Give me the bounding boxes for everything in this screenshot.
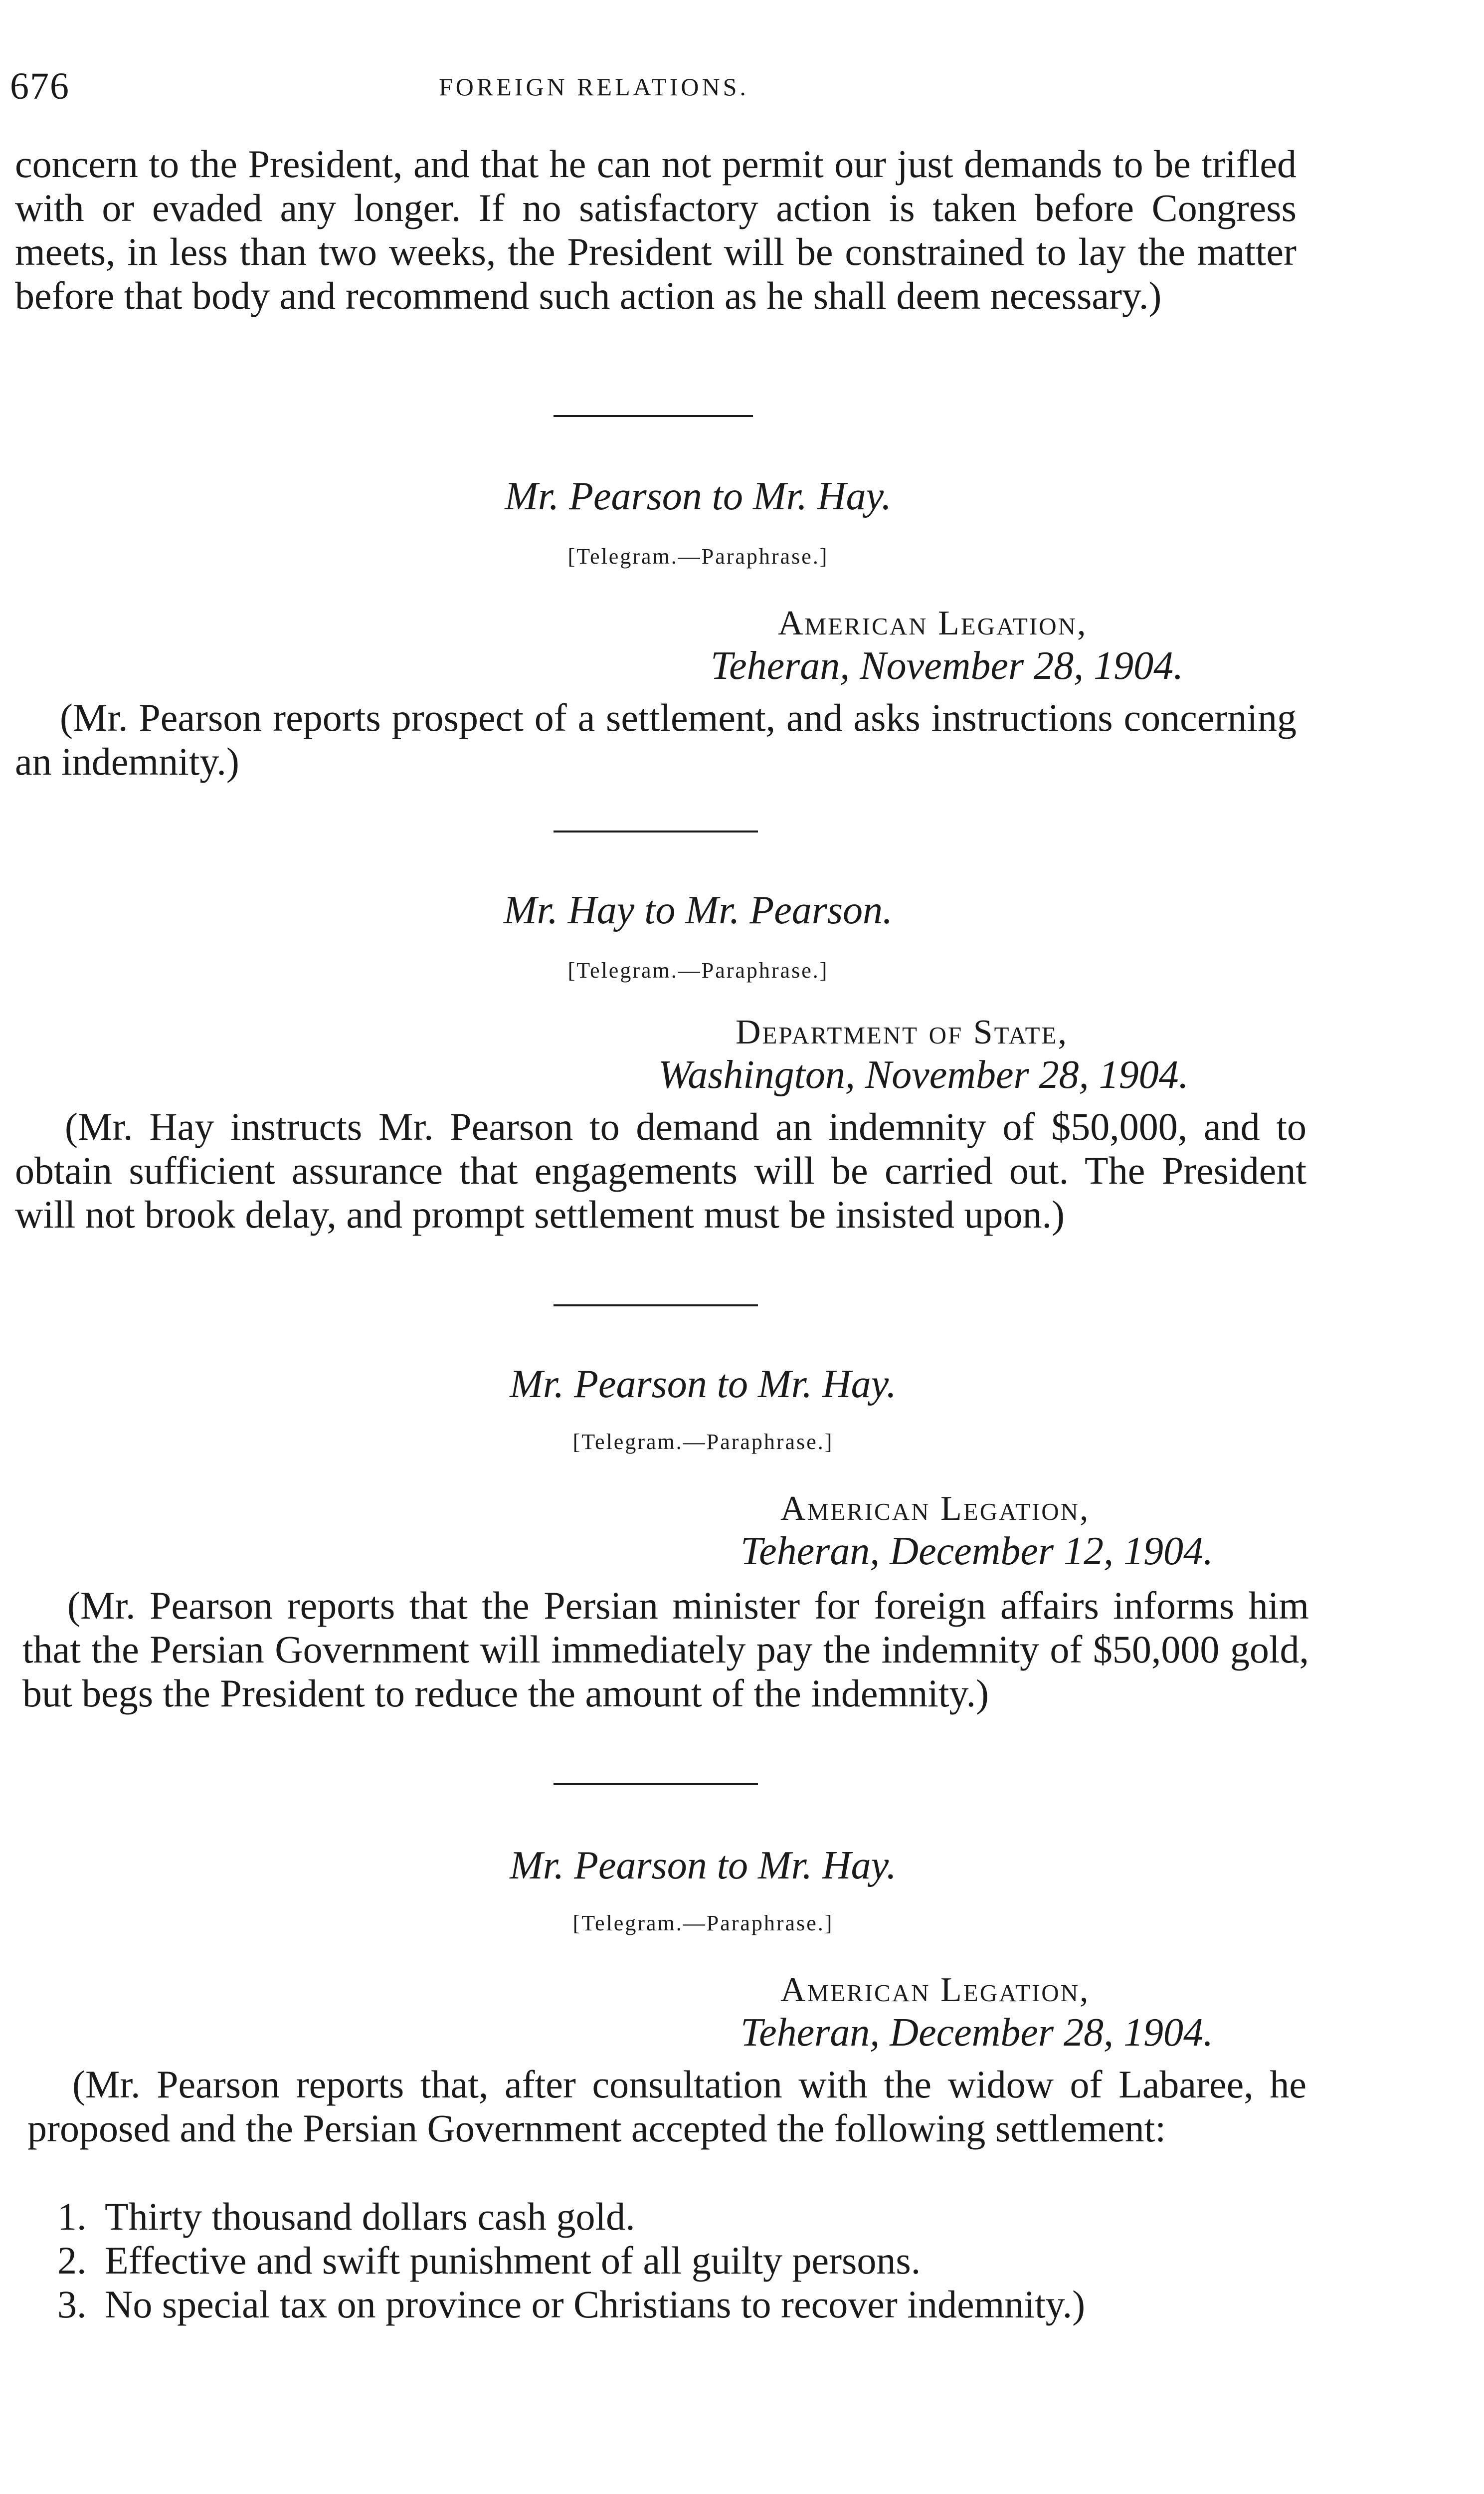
- list-item: [57, 2283, 1085, 2326]
- section-heading: Mr. Pearson to Mr. Hay.: [505, 474, 892, 518]
- section-date: Teheran, December 28, 1904.: [741, 2011, 1214, 2055]
- section-divider: [554, 831, 758, 832]
- section-body: (Mr. Pearson reports that the Persian minister for foreign affairs informs him that the Persian Government will immediately pay the indemnity of $50,000 gold, but begs the President to reduce the amount of the indemnity.): [22, 1584, 1309, 1715]
- section-heading: Mr. Hay to Mr. Pearson.: [504, 888, 893, 932]
- section-body: (Mr. Hay instructs Mr. Pearson to demand an indemnity of $50,000, and to obtain sufficient assurance that engagements will be carried out. The President will not brook delay, and prompt settlement must be insisted upon.): [15, 1105, 1306, 1236]
- section-body: (Mr. Pearson reports prospect of a settlement, and asks instructions concerning an indemnity.): [15, 696, 1297, 783]
- section-divider: [554, 1304, 758, 1306]
- running-head: FOREIGN RELATIONS.: [439, 73, 749, 101]
- section-subhead: [Telegram.—Paraphrase.]: [567, 958, 829, 983]
- list-number: 1.: [57, 2195, 87, 2238]
- section-date: Teheran, November 28, 1904.: [711, 644, 1184, 688]
- section-place: American Legation,: [780, 1489, 1090, 1528]
- list-number: 3.: [57, 2283, 87, 2326]
- intro-paragraph: concern to the President, and that he can not permit our just demands to be trifled with or evaded any longer. If no satisfactory action is taken before Congress meets, in less than two weeks, the President will be constrained to lay the matter before that body and recommend such action as he shall deem necessary.): [15, 142, 1297, 317]
- list-item: [57, 2195, 635, 2239]
- page-number: 676: [10, 65, 70, 107]
- section-place: American Legation,: [778, 604, 1088, 642]
- section-body: (Mr. Pearson reports that, after consultation with the widow of Labaree, he proposed and the Persian Government accepted the following settlement:: [27, 2063, 1306, 2150]
- section-divider: [554, 1783, 758, 1785]
- section-place: American Legation,: [780, 1971, 1090, 2009]
- list-text: Effective and swift punishment of all guilty persons.: [105, 2239, 921, 2282]
- list-number: 2.: [57, 2239, 87, 2282]
- section-subhead: [Telegram.—Paraphrase.]: [567, 544, 829, 569]
- section-subhead: [Telegram.—Paraphrase.]: [572, 1430, 834, 1454]
- section-date: Washington, November 28, 1904.: [658, 1053, 1189, 1097]
- section-heading: Mr. Pearson to Mr. Hay.: [510, 1362, 897, 1406]
- list-text: No special tax on province or Christians to recover indemnity.): [105, 2283, 1086, 2326]
- list-text: Thirty thousand dollars cash gold.: [105, 2195, 635, 2238]
- list-item: [57, 2239, 921, 2283]
- section-heading: Mr. Pearson to Mr. Hay.: [510, 1844, 897, 1887]
- section-divider: [554, 415, 753, 417]
- section-place: Department of State,: [736, 1013, 1069, 1051]
- section-date: Teheran, December 12, 1904.: [741, 1529, 1214, 1573]
- section-subhead: [Telegram.—Paraphrase.]: [572, 1911, 834, 1935]
